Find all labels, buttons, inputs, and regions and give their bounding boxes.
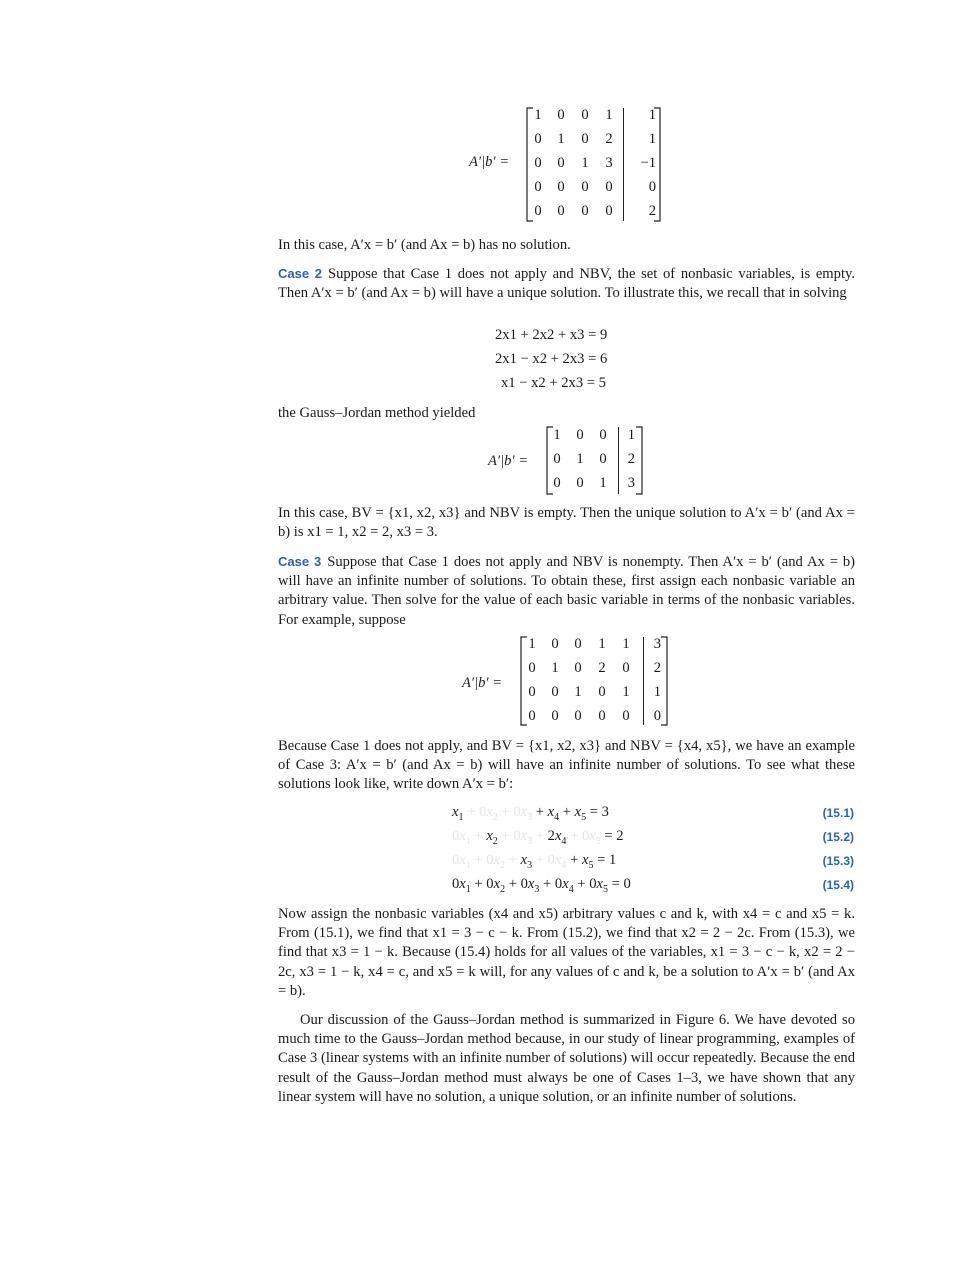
- matrix-cell: 0: [599, 451, 607, 467]
- matrix-cell: 0: [557, 179, 565, 195]
- equation-line: x1 − x2 + 2x3 = 5: [501, 375, 606, 391]
- matrix-cell: 0: [553, 451, 561, 467]
- matrix-cell: 0: [574, 636, 582, 652]
- matrix-cell: 0: [598, 708, 606, 724]
- matrix-cell: 0: [622, 708, 630, 724]
- matrix-cell: 1: [648, 131, 656, 147]
- matrix-cell: 0: [576, 427, 584, 443]
- matrix-cell: 0: [528, 708, 536, 724]
- matrix-cell: 0: [551, 708, 559, 724]
- matrix-cell: 3: [627, 475, 635, 491]
- matrix-cell: 1: [553, 427, 561, 443]
- matrix-cell: 0: [551, 636, 559, 652]
- matrix-cell: 1: [627, 427, 635, 443]
- paragraph-text: In this case, A′x = b′ (and Ax = b) has no solution.: [278, 237, 571, 253]
- matrix-cell: 0: [557, 107, 565, 123]
- matrix-cell: 0: [605, 203, 613, 219]
- matrix-cell: 0: [557, 203, 565, 219]
- matrix-1-lhs: A′|b′ =: [469, 154, 510, 170]
- matrix-3-lhs: A′|b′ =: [462, 675, 503, 691]
- matrix-cell: 1: [574, 684, 582, 700]
- matrix-cell: 0: [576, 475, 584, 491]
- matrix-cell: 0: [553, 475, 561, 491]
- matrix-cell: 0: [534, 155, 542, 171]
- equation-number: (15.3): [822, 854, 854, 868]
- matrix-cell: 0: [581, 203, 589, 219]
- matrix-cell: 3: [605, 155, 613, 171]
- matrix-cell: 1: [598, 636, 606, 652]
- matrix-cell: 0: [605, 179, 613, 195]
- matrix-cell: 1: [648, 107, 656, 123]
- paragraph-assign-values: [278, 905, 855, 1001]
- paragraph-text: Our discussion of the Gauss–Jordan method is summarized in Figure 6. We have devoted so much time to the Gauss–Jordan method because, in our study of linear programming, examples of Case 3 (linear systems with an infinite number of solutions) will occur repeatedly. Because the end result of the Gauss–Jordan method must always be one of Cases 1–3, we have shown that any linear system will have no solution, a unique solution, or an infinite number of solutions.: [278, 1012, 855, 1105]
- matrix-cell: 0: [528, 684, 536, 700]
- matrix-cell: −1: [640, 155, 656, 171]
- equation-number: (15.1): [822, 806, 854, 820]
- paragraph-text: Now assign the nonbasic variables (x4 and x5) arbitrary values c and k, with x4 = c and x5 = k. From (15.1), we find that x1 = 3 − c − k. From (15.2), we find that x2 = 2 − 2c. From (15.3), we find that x3 = 1 − k. Because (15.4) holds for all values of the variables, x1 = 3 − c − k, x2 = 2 − 2c, x3 = 1 − k, x4 = c, and x5 = k will, for any values of c and k, be a solution to A′x = b′ (and Ax = b).: [278, 906, 855, 999]
- matrix-cell: 1: [557, 131, 565, 147]
- matrix-cell: 1: [576, 451, 584, 467]
- equation-15-1: $x_1 + 0x_2 + 0x_3 + x_4 + x_5 = 3$: [452, 804, 609, 823]
- equation-15-2: $0x_1 + x_2 + 0x_3 + 2x_4 + 0x_5 = 2$: [452, 828, 624, 847]
- matrix-cell: 0: [528, 660, 536, 676]
- matrix-cell: 1: [622, 684, 630, 700]
- matrix-cell: 2: [653, 660, 661, 676]
- paragraph-text: In this case, BV = {x1, x2, x3} and NBV is empty. Then the unique solution to A′x = b′ (and Ax = b) is x1 = 1, x2 = 2, x3 = 3.: [278, 505, 855, 541]
- matrix-cell: 1: [534, 107, 542, 123]
- matrix-cell: 0: [622, 660, 630, 676]
- matrix-cell: 0: [598, 684, 606, 700]
- equation-line: 2x1 − x2 + 2x3 = 6: [495, 351, 608, 367]
- matrix-cell: 1: [551, 660, 559, 676]
- matrix-cell: 0: [581, 107, 589, 123]
- matrix-cell: 0: [551, 684, 559, 700]
- paragraph-text: the Gauss–Jordan method yielded: [278, 405, 476, 421]
- matrix-cell: 0: [557, 155, 565, 171]
- equation-number: (15.2): [822, 830, 854, 844]
- matrix-cell: 0: [534, 179, 542, 195]
- case-3-heading: Case 3: [278, 554, 322, 569]
- case-2-heading: Case 2: [278, 266, 322, 281]
- equation-number: (15.4): [822, 878, 854, 892]
- equation-15-3: $0x_1 + 0x_2 + x_3 + 0x_4 + x_5 = 1$: [452, 852, 617, 871]
- matrix-cell: 2: [605, 131, 613, 147]
- case-3-text: Suppose that Case 1 does not apply and NBV is nonempty. Then A′x = b′ (and Ax = b) will have an infinite number of solutions. To obtain these, first assign each nonbasic variable an arbitrary value. Then solve for the value of each basic variable in terms of the nonbasic variables. For example, suppose: [278, 554, 856, 628]
- paragraph-text: Because Case 1 does not apply, and BV = {x1, x2, x3} and NBV = {x4, x5}, we have an example of Case 3: A′x = b′ (and Ax = b) will have an infinite number of solutions. To see what these solutions look like, write down A′x = b′:: [278, 738, 855, 793]
- matrix-cell: 0: [534, 131, 542, 147]
- matrix-cell: 3: [653, 636, 661, 652]
- paragraph-summary: [278, 1011, 855, 1107]
- paragraph-case-3-example: [278, 737, 855, 795]
- equation-line: 2x1 + 2x2 + x3 = 9: [495, 327, 608, 343]
- matrix-cell: 2: [648, 203, 656, 219]
- matrix-cell: 1: [599, 475, 607, 491]
- matrix-cell: 0: [534, 203, 542, 219]
- equation-15-4: $0x_1 + 0x_2 + 0x_3 + 0x_4 + 0x_5 = 0$: [452, 876, 631, 895]
- matrix-cell: 1: [653, 684, 661, 700]
- matrix-cell: 0: [653, 708, 661, 724]
- matrix-cell: 2: [598, 660, 606, 676]
- matrix-cell: 0: [574, 660, 582, 676]
- matrix-cell: 1: [605, 107, 613, 123]
- matrix-cell: 0: [599, 427, 607, 443]
- matrix-cell: 1: [528, 636, 536, 652]
- matrix-cell: 0: [581, 131, 589, 147]
- matrix-cell: 2: [627, 451, 635, 467]
- matrix-cell: 0: [581, 179, 589, 195]
- matrix-cell: 1: [622, 636, 630, 652]
- matrix-2-lhs: A′|b′ =: [488, 453, 529, 469]
- case-2-text: Suppose that Case 1 does not apply and NBV, the set of nonbasic variables, is empty. Then A′x = b′ (and Ax = b) will have a unique solution. To illustrate this, we recall that in solving: [278, 266, 856, 302]
- matrix-cell: 0: [648, 179, 656, 195]
- matrix-cell: 1: [581, 155, 589, 171]
- matrix-cell: 0: [574, 708, 582, 724]
